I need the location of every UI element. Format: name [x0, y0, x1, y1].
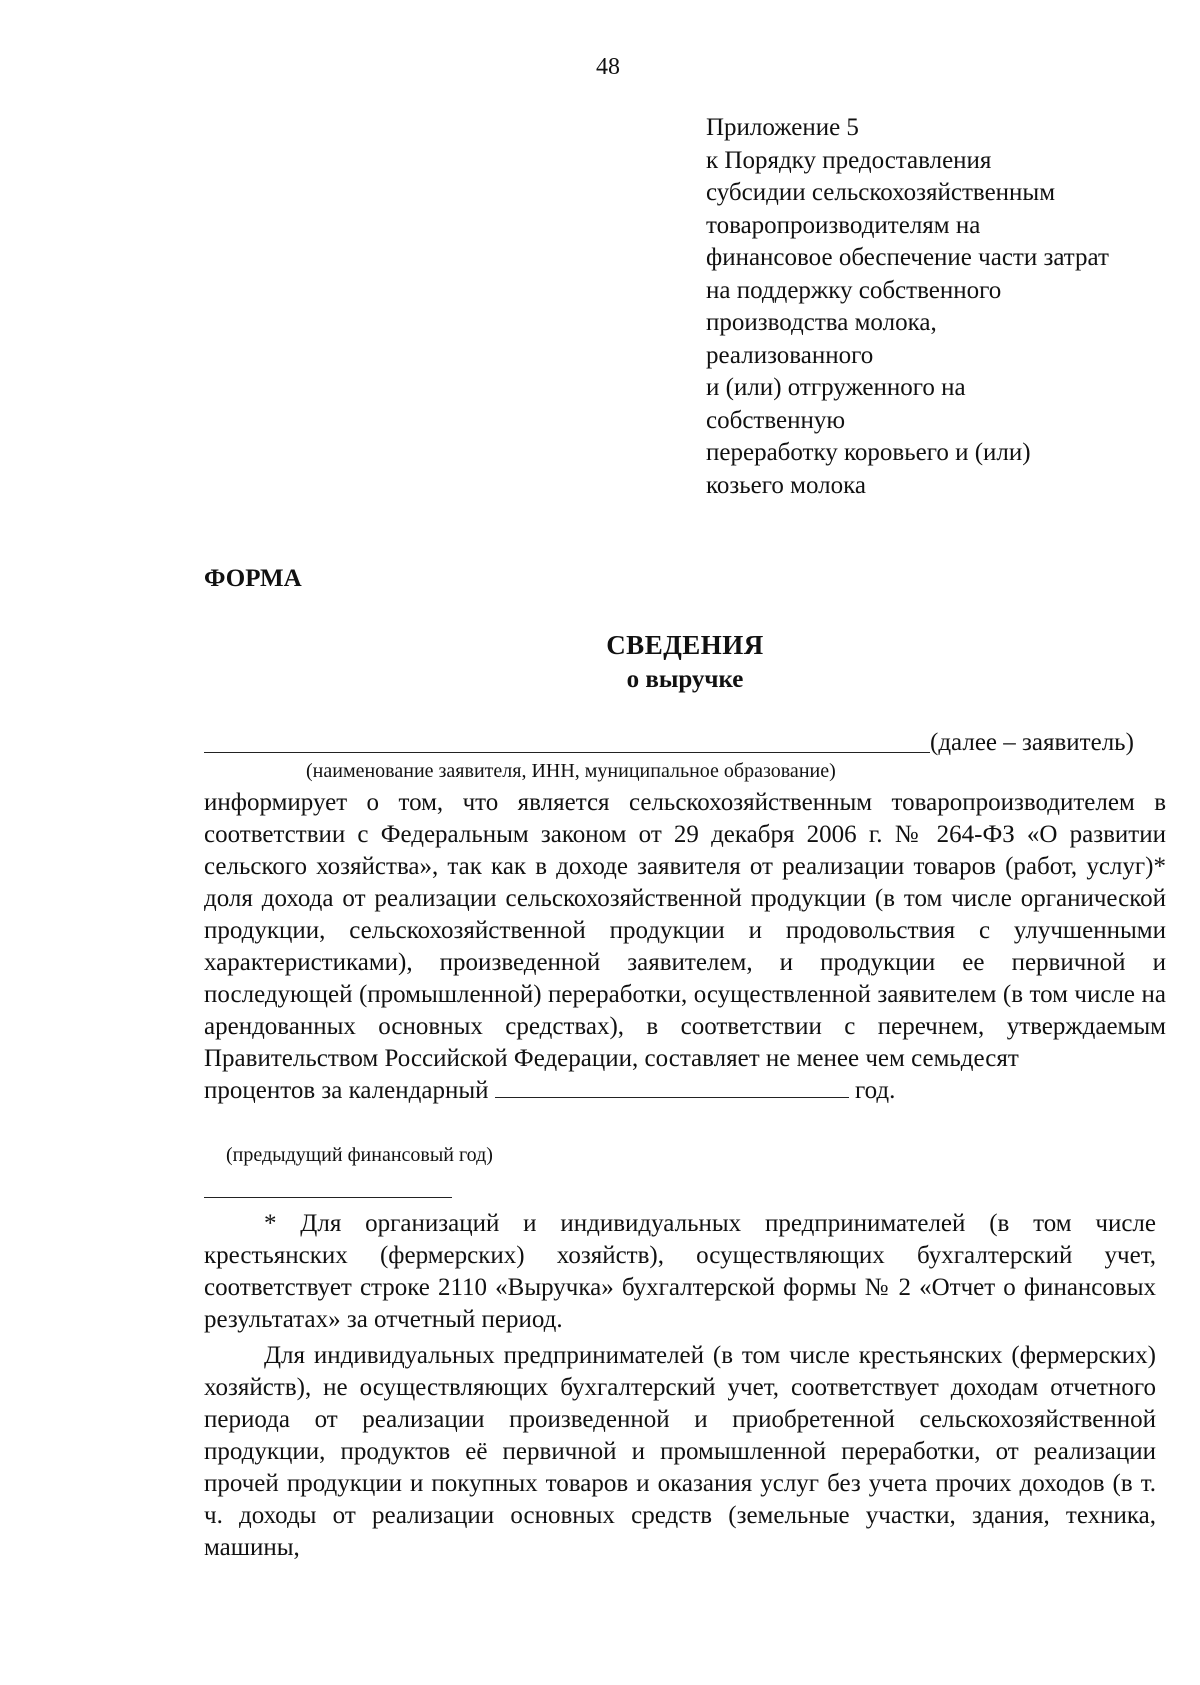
main-statement-text: информирует о том, что является сельскохозяйственным товаропроизводителем в соответствии с Федеральным законом от 29 декабря 2006 г. № 264-ФЗ «О развитии сельского хозяйства», так как в доходе заявителя от реализации товаров (работ, услуг)* доля дохода от реализации сельскохозяйственной продукции (в том числе органической продукции, сельскохозяйственной продукции и продовольствия с улучшенными характеристиками), произведенной заявителем, и продукции ее первичной и последующей (промышленной) переработки, осуществленной заявителем (в том числе на арендованных основных средствах), в соответствии с перечнем, утверждаемым Правительством Российской Федерации, составляет не менее чем семьдесят	[204, 789, 1166, 1072]
applicant-caption: (наименование заявителя, ИНН, муниципальное образование)	[306, 760, 836, 782]
applicant-name-blank[interactable]	[204, 752, 930, 753]
main-statement	[204, 787, 1166, 1107]
appendix-line: реализованного	[706, 341, 874, 369]
year-line	[204, 1075, 1166, 1107]
appendix-line: переработку коровьего и (или)	[706, 439, 1031, 466]
appendix-line: к Порядку предоставления	[706, 146, 992, 174]
appendix-line: и (или) отгруженного на	[706, 374, 966, 401]
appendix-line: собственную	[706, 406, 846, 434]
footnote-separator	[204, 1197, 452, 1198]
year-line-prefix: процентов за календарный	[204, 1077, 489, 1104]
appendix-line: финансовое обеспечение части затрат	[706, 244, 1109, 271]
appendix-line: Приложение 5	[706, 114, 859, 141]
appendix-line: товаропроизводителям на	[706, 211, 981, 239]
document-title: СВЕДЕНИЯ	[606, 630, 764, 660]
year-line-suffix: год.	[855, 1077, 896, 1104]
year-caption: (предыдущий финансовый год)	[226, 1144, 493, 1166]
applicant-suffix: (далее – заявитель)	[930, 729, 1134, 756]
appendix-reference	[706, 112, 1176, 502]
appendix-line: козьего молока	[706, 471, 866, 499]
footnote-organizations	[204, 1208, 1156, 1336]
footnote-text: Для индивидуальных предпринимателей (в том числе крестьянских (фермерских) хозяйств), не осуществляющих бухгалтерский учет, соответствует доходам отчетного периода от реализации произведенной и приобретенной сельскохозяйственной продукции, продуктов её первичной и промышленной переработки, от реализации прочей продукции и покупных товаров и оказания услуг без учета прочих доходов (в т. ч. доходы от реализации основных средств (земельные участки, здания, техника, машины,	[204, 1342, 1156, 1561]
appendix-line: на поддержку собственного	[706, 276, 1002, 304]
appendix-line: производства молока,	[706, 309, 937, 336]
page-number: 48	[596, 54, 620, 80]
form-label: ФОРМА	[204, 565, 302, 592]
document-subtitle: о выручке	[626, 666, 744, 693]
year-blank[interactable]	[495, 1077, 849, 1098]
footnote-text: * Для организаций и индивидуальных предпринимателей (в том числе крестьянских (фермерских) хозяйств), осуществляющих бухгалтерский учет, соответствует строке 2110 «Выручка» бухгалтерской формы № 2 «Отчет о финансовых результатах» за отчетный период.	[204, 1210, 1156, 1333]
footnote-entrepreneurs	[204, 1340, 1156, 1564]
appendix-line: субсидии сельскохозяйственным	[706, 179, 1056, 206]
